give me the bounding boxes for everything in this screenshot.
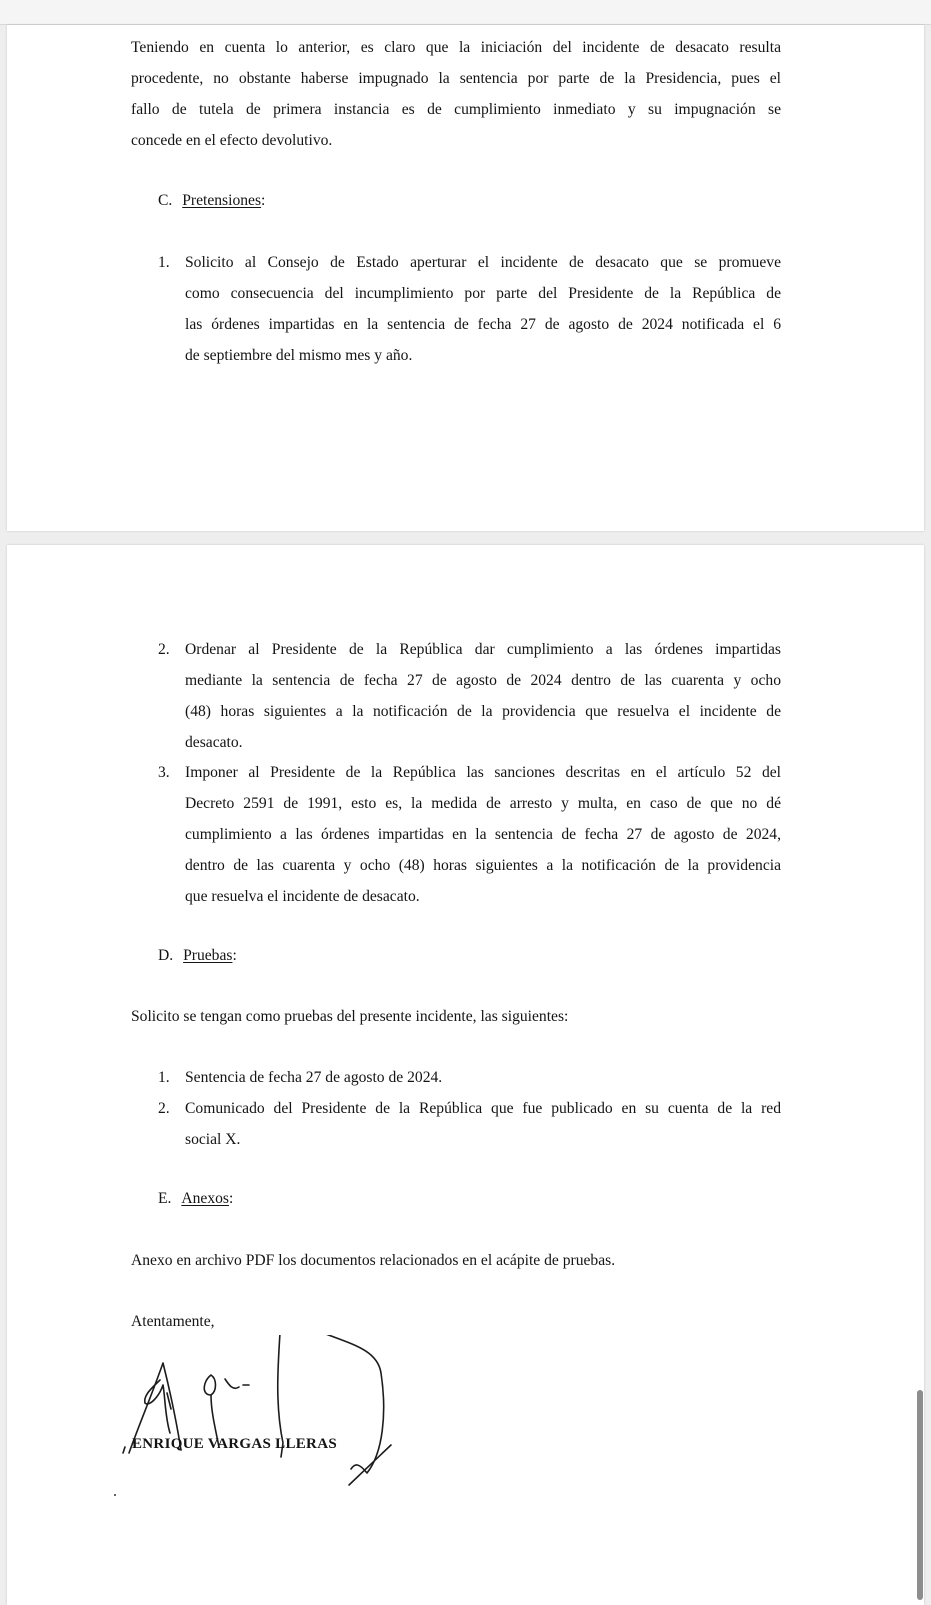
pretension-3-line-4: dentro de las cuarenta y ocho (48) horas siguientes a la notificación de la providencia xyxy=(185,857,781,874)
section-d-title: Pruebas xyxy=(183,947,233,964)
vertical-scrollbar[interactable] xyxy=(917,1390,923,1600)
section-d-colon: : xyxy=(232,947,237,964)
pretension-1-line-4: de septiembre del mismo mes y año. xyxy=(185,347,413,364)
section-c-letter: C. xyxy=(158,192,173,209)
pretension-1-line-3: las órdenes impartidas en la sentencia de fecha 27 de agosto de 2024 notificada el 6 xyxy=(185,316,781,333)
prueba-2-line-2: social X. xyxy=(185,1131,241,1148)
pretension-3-line-5: que resuelva el incidente de desacato. xyxy=(185,888,420,905)
signer-name: ENRIQUE VARGAS LLERAS xyxy=(132,1436,337,1452)
viewer-top-bar xyxy=(0,0,931,25)
section-e-colon: : xyxy=(229,1190,234,1207)
closing-salutation: Atentamente, xyxy=(131,1313,215,1330)
pretension-2-line-2: mediante la sentencia de fecha 27 de agosto de 2024 dentro de las cuarenta y ocho xyxy=(185,672,781,689)
section-e-heading xyxy=(158,1189,233,1209)
ink-dot xyxy=(114,1494,116,1496)
prueba-1-number: 1. xyxy=(158,1069,170,1086)
section-c-heading xyxy=(158,191,265,211)
pretension-2-number: 2. xyxy=(158,641,170,658)
section-d-heading xyxy=(158,946,237,966)
pretension-2-line-1: Ordenar al Presidente de la República dar cumplimiento a las órdenes impartidas xyxy=(185,641,781,658)
section-e-title: Anexos xyxy=(181,1190,229,1207)
handwritten-signature xyxy=(115,1335,415,1515)
pretension-2-line-4: desacato. xyxy=(185,734,243,751)
section-e-letter: E. xyxy=(158,1190,172,1207)
prueba-2-line-1: Comunicado del Presidente de la República que fue publicado en su cuenta de la red xyxy=(185,1100,781,1117)
pruebas-intro: Solicito se tengan como pruebas del presente incidente, las siguientes: xyxy=(131,1008,569,1025)
pretension-3-number: 3. xyxy=(158,764,170,781)
section-c-colon: : xyxy=(261,192,266,209)
prueba-2-number: 2. xyxy=(158,1100,170,1117)
pretension-3-line-2: Decreto 2591 de 1991, esto es, la medida de arresto y multa, en caso de que no dé xyxy=(185,795,781,812)
pretension-1-line-1: Solicito al Consejo de Estado aperturar el incidente de desacato que se promueve xyxy=(185,254,781,271)
intro-paragraph-line-1: Teniendo en cuenta lo anterior, es claro que la iniciación del incidente de desacato resulta xyxy=(131,39,781,56)
prueba-1-line-1: Sentencia de fecha 27 de agosto de 2024. xyxy=(185,1069,443,1086)
section-d-letter: D. xyxy=(158,947,174,964)
pretension-1-line-2: como consecuencia del incumplimiento por parte del Presidente de la República de xyxy=(185,285,781,302)
intro-paragraph-line-4: concede en el efecto devolutivo. xyxy=(131,132,333,149)
pretension-3-line-3: cumplimiento a las órdenes impartidas en la sentencia de fecha 27 de agosto de 2024, xyxy=(185,826,781,843)
pretension-3-line-1: Imponer al Presidente de la República las sanciones descritas en el artículo 52 del xyxy=(185,764,781,781)
pretension-2-line-3: (48) horas siguientes a la notificación de la providencia que resuelva el incidente de xyxy=(185,703,781,720)
intro-paragraph-line-2: procedente, no obstante haberse impugnado la sentencia por parte de la Presidencia, pues el xyxy=(131,70,781,87)
intro-paragraph-line-3: fallo de tutela de primera instancia es de cumplimiento inmediato y su impugnación se xyxy=(131,101,781,118)
anexos-text: Anexo en archivo PDF los documentos relacionados en el acápite de pruebas. xyxy=(131,1252,616,1269)
section-c-title: Pretensiones xyxy=(182,192,262,209)
pretension-1-number: 1. xyxy=(158,254,170,271)
